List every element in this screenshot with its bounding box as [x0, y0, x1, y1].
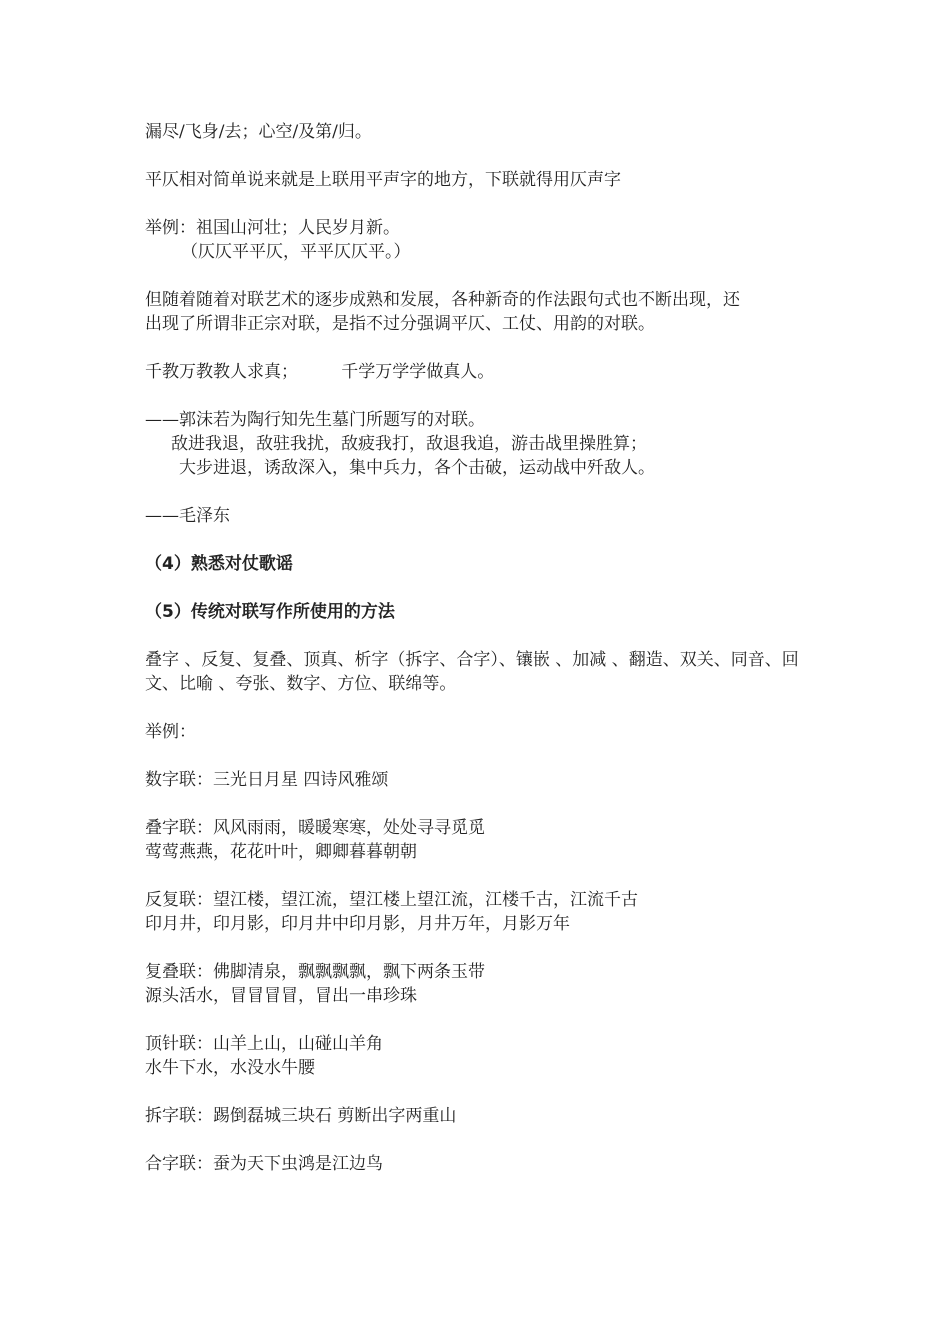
text-line: 大步进退，诱敌深入，集中兵力，各个击破，运动战中歼敌人。 [179, 458, 655, 478]
paragraph [145, 288, 825, 336]
paragraph [145, 648, 825, 696]
text-line: 莺莺燕燕，花花叶叶，卿卿暮暮朝朝 [145, 842, 417, 862]
section-heading: （4）熟悉对仗歌谣 [145, 554, 293, 574]
text-line: 举例： [145, 722, 196, 742]
text-line: 但随着随着对联艺术的逐步成熟和发展，各种新奇的作法跟句式也不断出现，还 [145, 290, 740, 310]
text-line: 顶针联：山羊上山，山碰山羊角 [145, 1034, 383, 1054]
text-line: 文、比喻 、夸张、数字、方位、联绵等。 [145, 674, 457, 694]
paragraph [145, 1104, 825, 1128]
text-line: ——郭沫若为陶行知先生墓门所题写的对联。 [145, 410, 485, 430]
paragraph [145, 888, 825, 936]
paragraph [145, 816, 825, 864]
text-line: （仄仄平平仄，平平仄仄平。） [181, 242, 411, 262]
paragraph [145, 1152, 825, 1176]
document-page [145, 120, 825, 1200]
text-line: 叠字联：风风雨雨，暖暖寒寒，处处寻寻觅觅 [145, 818, 485, 838]
text-line: 数字联：三光日月星 四诗风雅颂 [145, 770, 389, 790]
text-line: 漏尽/飞身/去；心空/及第/归。 [145, 122, 372, 142]
paragraph [145, 1032, 825, 1080]
text-line: 水牛下水，水没水牛腰 [145, 1058, 315, 1078]
paragraph [145, 120, 825, 144]
text-line: 举例：祖国山河壮；人民岁月新。 [145, 218, 400, 238]
text-line: 出现了所谓非正宗对联，是指不过分强调平仄、工仗、用韵的对联。 [145, 314, 655, 334]
text-line: ——毛泽东 [145, 506, 230, 526]
text-line: 千教万教教人求真； 千学万学学做真人。 [145, 362, 495, 382]
example-paragraph [145, 216, 825, 264]
text-line: 叠字 、反复、复叠、顶真、析字（拆字、合字）、镶嵌 、加减 、翻造、双关、同音、回 [145, 650, 799, 670]
paragraph [145, 720, 825, 744]
text-line: 拆字联：踢倒磊城三块石 剪断出字两重山 [145, 1106, 457, 1126]
text-line: 反复联：望江楼，望江流，望江楼上望江流，江楼千古，江流千古 [145, 890, 638, 910]
text-line: 敌进我退，敌驻我扰，敌疲我打，敌退我追，游击战里操胜算； [171, 434, 647, 454]
couplet-attribution [145, 408, 825, 480]
paragraph [145, 768, 825, 792]
couplet [145, 360, 825, 384]
text-line: 源头活水，冒冒冒冒，冒出一串珍珠 [145, 986, 417, 1006]
paragraph [145, 504, 825, 528]
paragraph [145, 168, 825, 192]
section-heading: （5）传统对联写作所使用的方法 [145, 602, 395, 622]
paragraph [145, 960, 825, 1008]
text-line: 平仄相对简单说来就是上联用平声字的地方，下联就得用仄声字 [145, 170, 621, 190]
text-line: 复叠联：佛脚清泉，飘飘飘飘，飘下两条玉带 [145, 962, 485, 982]
text-line: 印月井，印月影，印月井中印月影，月井万年，月影万年 [145, 914, 570, 934]
text-line: 合字联：蚕为天下虫鸿是江边鸟 [145, 1154, 383, 1174]
